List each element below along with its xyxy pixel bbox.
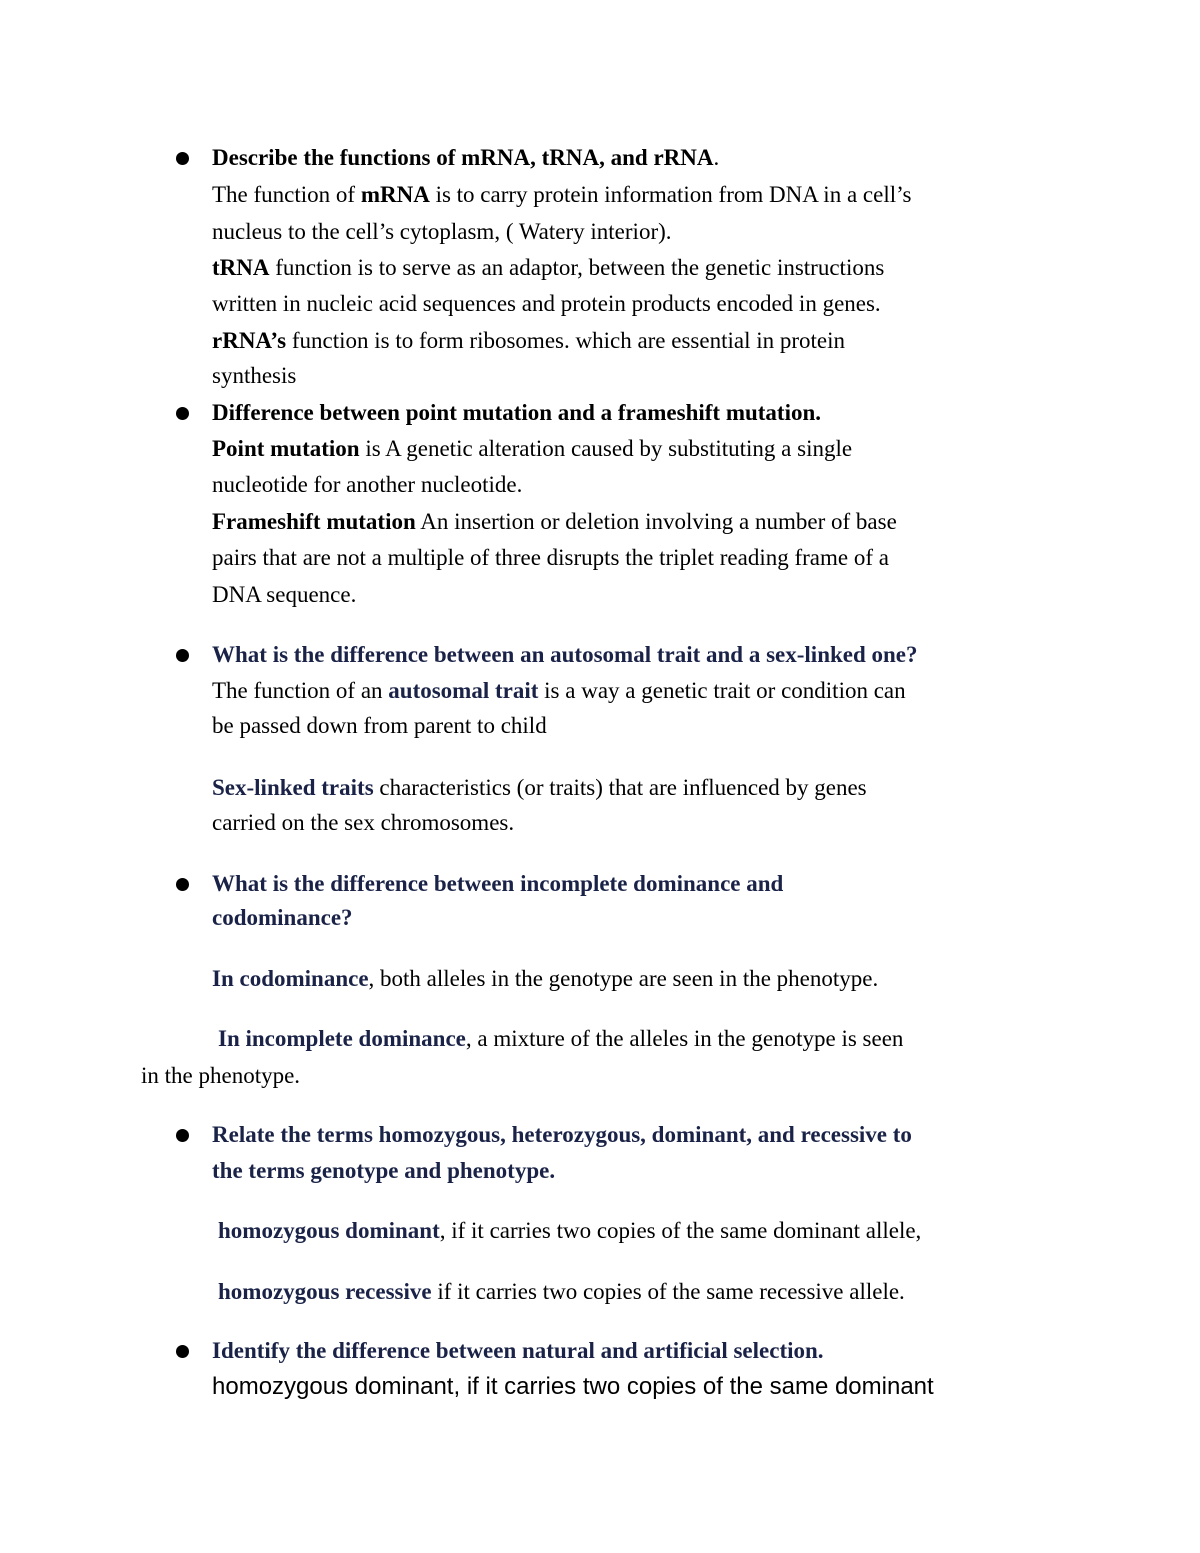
answer-line: DNA sequence. xyxy=(212,582,357,607)
bullet-icon xyxy=(176,649,189,662)
question-mutation: Difference between point mutation and a frameshift mutation. xyxy=(212,400,822,425)
answer-line: in the phenotype. xyxy=(141,1063,301,1088)
question-autosomal: What is the difference between an autosomal trait and a sex-linked one? xyxy=(212,642,918,667)
question-genotype: Relate the terms homozygous, heterozygous, dominant, and recessive to xyxy=(212,1122,912,1147)
bullet-icon xyxy=(176,407,189,420)
answer-line: Sex-linked traits characteristics (or traits) that are influenced by genes xyxy=(212,775,867,800)
answer-line: Point mutation is A genetic alteration caused by substituting a single xyxy=(212,436,853,461)
answer-line: pairs that are not a multiple of three disrupts the triplet reading frame of a xyxy=(212,545,889,570)
bullet-icon xyxy=(176,152,189,165)
question-dominance: What is the difference between incomplete dominance and xyxy=(212,871,784,896)
bullet-icon xyxy=(176,1129,189,1142)
answer-line: The function of an autosomal trait is a way a genetic trait or condition can xyxy=(212,678,906,703)
answer-line: be passed down from parent to child xyxy=(212,713,547,738)
answer-line: homozygous recessive if it carries two copies of the same recessive allele. xyxy=(218,1279,905,1304)
answer-line: rRNA’s function is to form ribosomes. which are essential in protein xyxy=(212,328,846,353)
answer-line: tRNA function is to serve as an adaptor, between the genetic instructions xyxy=(212,255,885,280)
answer-line: carried on the sex chromosomes. xyxy=(212,810,515,835)
answer-line: nucleus to the cell’s cytoplasm, ( Watery interior). xyxy=(212,219,672,244)
answer-line: written in nucleic acid sequences and protein products encoded in genes. xyxy=(212,291,881,316)
answer-line: nucleotide for another nucleotide. xyxy=(212,472,523,497)
question-genotype-cont: the terms genotype and phenotype. xyxy=(212,1158,556,1183)
answer-line: The function of mRNA is to carry protein information from DNA in a cell’s xyxy=(212,182,912,207)
answer-line: In incomplete dominance, a mixture of the alleles in the genotype is seen xyxy=(218,1026,904,1051)
bullet-icon xyxy=(176,878,189,891)
answer-line: synthesis xyxy=(212,363,297,388)
answer-line: In codominance, both alleles in the genotype are seen in the phenotype. xyxy=(212,966,879,991)
question-selection: Identify the difference between natural and artificial selection. xyxy=(212,1338,824,1363)
answer-line: homozygous dominant, if it carries two copies of the same dominant xyxy=(212,1373,934,1400)
bullet-icon xyxy=(176,1345,189,1358)
answer-line: Frameshift mutation An insertion or deletion involving a number of base xyxy=(212,509,897,534)
question-rna-functions: Describe the functions of mRNA, tRNA, and rRNA. xyxy=(212,145,720,170)
answer-line: homozygous dominant, if it carries two copies of the same dominant allele, xyxy=(218,1218,922,1243)
question-dominance-cont: codominance? xyxy=(212,905,353,930)
